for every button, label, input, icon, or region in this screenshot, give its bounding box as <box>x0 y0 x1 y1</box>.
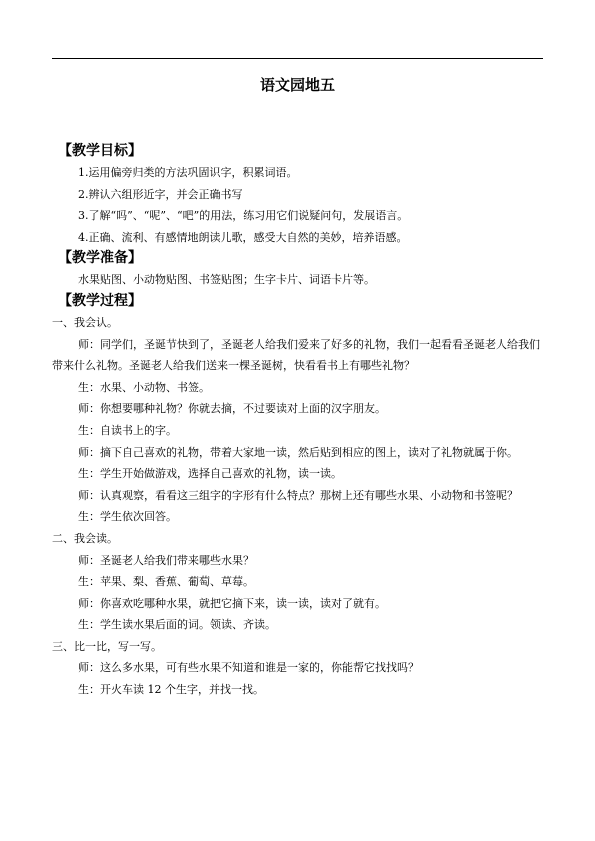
section-heading-prep: 【教学准备】 <box>58 250 142 267</box>
dialogue-line: 生：水果、小动物、书签。 <box>78 380 210 394</box>
goal-item: 3.了解“吗”、“呢”、“吧”的用法，练习用它们说疑问句，发展语言。 <box>78 209 409 223</box>
dialogue-line: 生：苹果、梨、香蕉、葡萄、草莓。 <box>78 575 254 589</box>
part-title: 一、我会认。 <box>52 315 118 329</box>
dialogue-line: 生：自读书上的字。 <box>78 423 177 437</box>
section-heading-process: 【教学过程】 <box>58 292 142 309</box>
dialogue-line: 师：圣诞老人给我们带来哪些水果？ <box>78 553 254 567</box>
goal-item: 1.运用偏旁归类的方法巩固识字，积累词语。 <box>78 166 298 179</box>
dialogue-line: 师：这么多水果，可有些水果不知道和谁是一家的，你能帮它找找吗？ <box>78 661 419 675</box>
dialogue-line: 师：你喜欢吃哪种水果，就把它摘下来，读一读，读对了就有。 <box>78 596 386 610</box>
document-title: 语文园地五 <box>259 76 335 94</box>
section-heading-goals: 【教学目标】 <box>58 143 142 159</box>
dialogue-line: 师：同学们，圣诞节快到了，圣诞老人给我们爱来了好多的礼物，我们一起看看圣诞老人给我们带来什么礼物。圣诞老人给我们送来一棵圣诞树，快看看书上有哪些礼物？ <box>52 337 540 373</box>
dialogue-line: 生：学生开始做游戏，选择自己喜欢的礼物，读一读。 <box>78 467 342 481</box>
dialogue-line: 师：你想要哪种礼物？你就去摘，不过要读对上面的汉字朋友。 <box>78 402 386 416</box>
part-title: 二、我会读。 <box>52 531 118 545</box>
dialogue-line: 师：摘下自己喜欢的礼物，带着大家地一读，然后贴到相应的图上，读对了礼物就属于你。 <box>78 445 518 459</box>
dialogue-line: 师：认真观察，看看这三组字的字形有什么特点？那树上还有哪些水果、小动物和书签呢？ <box>78 488 518 502</box>
document-body <box>52 141 543 701</box>
goal-item: 4.正确、流利、有感情地朗读儿歌，感受大自然的美妙，培养语感。 <box>78 230 408 244</box>
dialogue-line: 生：开火车读 12 个生字，并找一找。 <box>78 683 264 697</box>
part-title: 三、比一比，写一写。 <box>52 639 162 653</box>
dialogue-line: 生：学生依次回答。 <box>78 510 177 524</box>
goal-item: 2.辨认六组形近字，并会正确书写 <box>78 187 243 201</box>
dialogue-line: 生：学生读水果后面的词。领读、齐读。 <box>78 618 276 632</box>
header-rule <box>52 58 543 59</box>
prep-text: 水果贴图、小动物贴图、书签贴图；生字卡片、词语卡片等。 <box>78 273 375 287</box>
